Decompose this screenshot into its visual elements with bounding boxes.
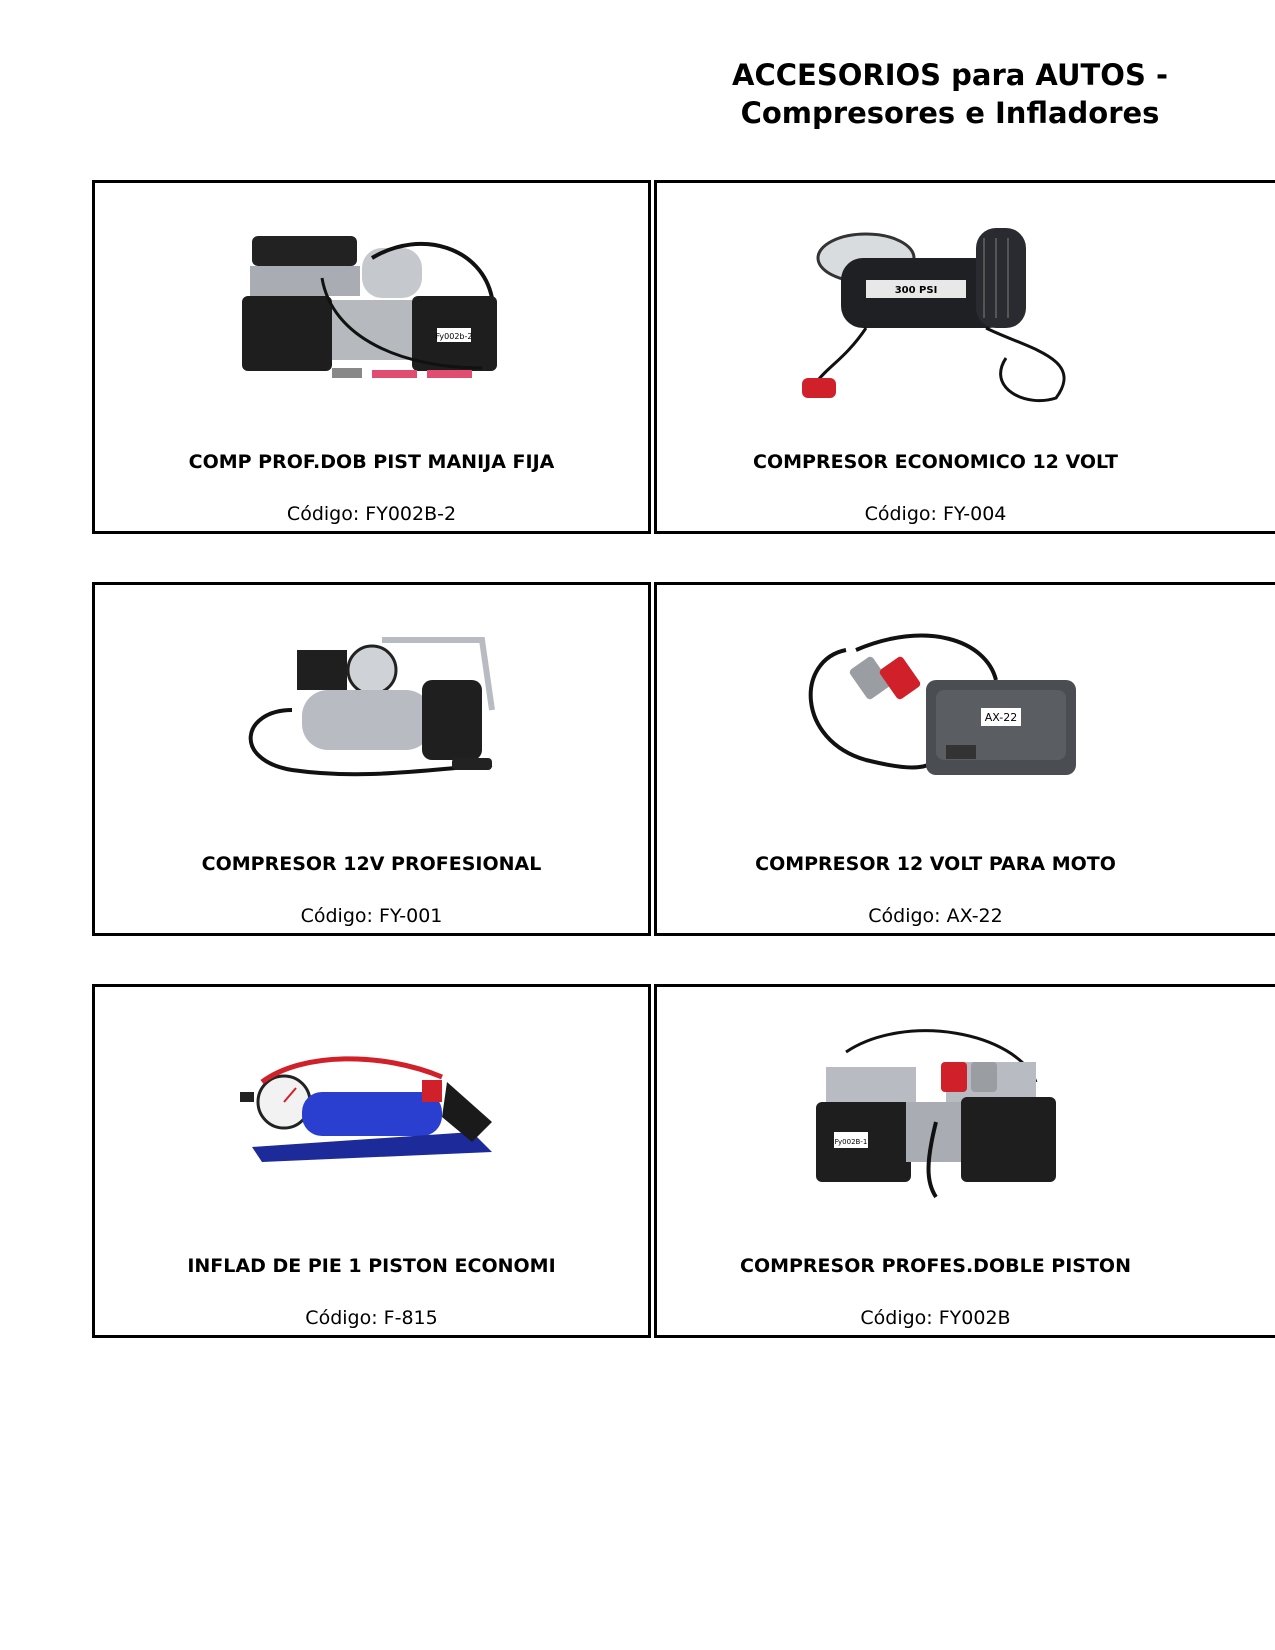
compressor-label-2: Fy002B-1	[834, 1138, 867, 1146]
pressure-label: 300 PSI	[894, 285, 937, 296]
double-piston-pro-image	[786, 1022, 1086, 1212]
moto-compressor-image	[786, 620, 1086, 810]
product-name: COMPRESOR ECONOMICO 12 VOLT	[753, 451, 1118, 473]
product-code: Código: AX-22	[868, 905, 1003, 927]
product-code: Código: FY002B	[860, 1307, 1011, 1329]
product-code: Código: F-815	[305, 1307, 438, 1329]
product-name: COMPRESOR 12V PROFESIONAL	[201, 853, 542, 875]
product-code: Código: FY002B-2	[286, 503, 457, 525]
product-name: COMPRESOR PROFES.DOBLE PISTON	[740, 1255, 1131, 1277]
product-card[interactable]	[654, 582, 1275, 936]
foot-pump-image	[222, 1022, 522, 1212]
product-code: Código: FY-001	[300, 905, 443, 927]
title-line-2: Compresores e Infladores	[740, 96, 1160, 130]
title-line-1: ACCESORIOS para AUTOS -	[732, 58, 1168, 92]
product-card[interactable]	[92, 984, 651, 1338]
product-code: Código: FY-004	[864, 503, 1007, 525]
product-card[interactable]	[92, 180, 651, 534]
product-name: COMP PROF.DOB PIST MANIJA FIJA	[188, 451, 555, 473]
page-title	[700, 56, 1200, 132]
product-card[interactable]	[654, 180, 1275, 534]
economic-compressor-image	[786, 218, 1086, 408]
moto-label: AX-22	[984, 711, 1017, 724]
product-card[interactable]	[92, 582, 651, 936]
professional-compressor-image	[222, 620, 522, 810]
product-card[interactable]	[654, 984, 1275, 1338]
compressor-label-1: Fy002b-2	[435, 332, 472, 341]
product-name: COMPRESOR 12 VOLT PARA MOTO	[755, 853, 1116, 875]
double-piston-compressor-image	[222, 218, 522, 408]
product-name: INFLAD DE PIE 1 PISTON ECONOMI	[187, 1255, 556, 1277]
